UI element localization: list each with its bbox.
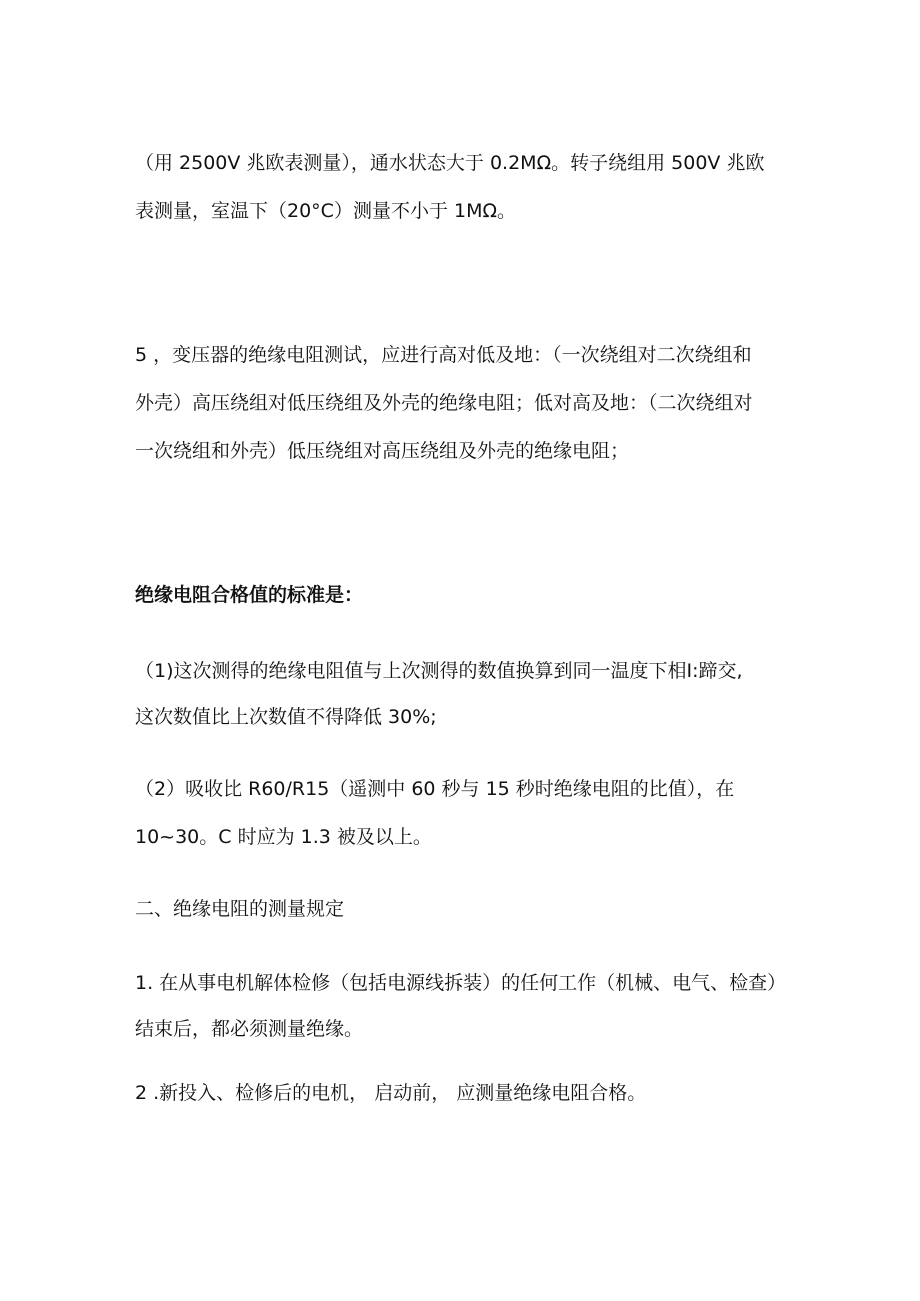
- rule1-line1: 1. 在从事电机解体检修（包括电源线拆装）的任何工作（机械、电气、检查）: [135, 972, 787, 994]
- item1-line2: 这次数值比上次数值不得降低 30%;: [135, 706, 437, 728]
- item1-line1: （1)这次测得的绝缘电阻值与上次测得的数值换算到同一温度下相I:蹄交,: [135, 660, 743, 682]
- para2-line2: 外壳）高压绕组对低压绕组及外壳的绝缘电阻；低对高及地：（二次绕组对: [135, 392, 753, 414]
- para2-line1: 5 ，变压器的绝缘电阻测试，应进行高对低及地：（一次绕组对二次绕组和: [135, 344, 752, 366]
- para1-line2: 表测量，室温下（20°C）测量不小于 1MΩ。: [135, 200, 516, 222]
- item2-line2: 10~30。C 时应为 1.3 被及以上。: [135, 826, 432, 848]
- section2-title: 二、绝缘电阻的测量规定: [135, 898, 345, 920]
- rule1-line2: 结束后，都必须测量绝缘。: [135, 1018, 364, 1040]
- item2-line1: （2）吸收比 R60/R15（遥测中 60 秒与 15 秒时绝缘电阻的比值），在: [135, 778, 735, 800]
- para1-line1: （用 2500V 兆欧表测量），通水状态大于 0.2MΩ。转子绕组用 500V 兆欧: [135, 152, 765, 174]
- rule2-line: 2 .新投入、检修后的电机， 启动前， 应测量绝缘电阻合格。: [135, 1082, 647, 1104]
- standards-heading: 绝缘电阻合格值的标准是：: [135, 584, 364, 606]
- para2-line3: 一次绕组和外壳）低压绕组对高压绕组及外壳的绝缘电阻；: [135, 440, 630, 462]
